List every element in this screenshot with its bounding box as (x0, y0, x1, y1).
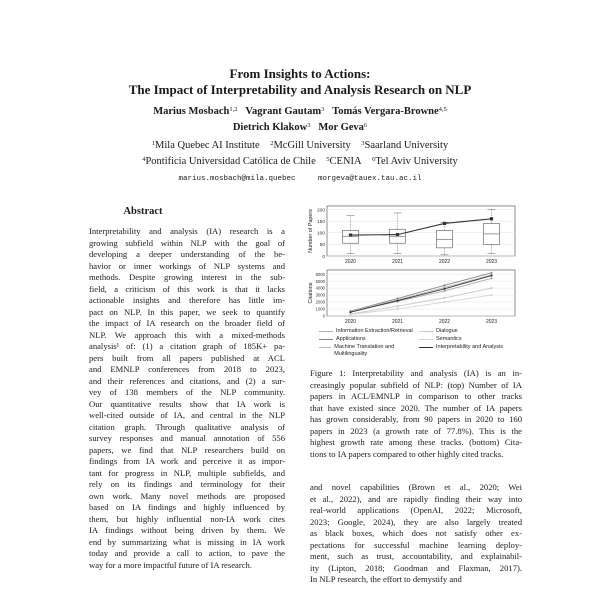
x-tick-label: 2023 (485, 319, 498, 325)
caption-line: that have existed since 2020. The number of IA papers (310, 402, 522, 413)
abstract-line: havior or inner workings of NLP systems and (89, 260, 285, 271)
abstract-line: and EMNLP conferences from 2018 to 2023, (89, 364, 285, 374)
chart-citations (305, 266, 520, 328)
series-line (351, 295, 492, 314)
paper-title-line-2: The Impact of Interpretability and Analysis Research on NLP (128, 82, 472, 97)
legend-label: Interpretability and Analysis (436, 344, 503, 350)
author-line-1 (0, 104, 600, 119)
caption-line: tions to IA papers compared to other highly cited tracks. (310, 448, 504, 459)
series-point (349, 233, 352, 236)
author-affil-sup: 4,5 (438, 106, 447, 113)
y-axis-label: Number of Papers (308, 209, 314, 253)
paper-title-line-1: From Insights to Actions: (229, 66, 371, 81)
author-affil-sup: 3 (321, 106, 325, 113)
affiliation-line-2 (0, 154, 600, 169)
email[interactable]: marius.mosbach@mila.quebec (178, 175, 296, 183)
y-tick-label: 5000 (315, 278, 325, 284)
abstract-line: end by summarizing what is missing in IA work (89, 536, 285, 547)
y-tick-label: 100 (316, 231, 325, 237)
affiliation-line-1 (0, 138, 600, 153)
series-point (396, 233, 399, 236)
body-text-right (310, 482, 522, 586)
abstract-line: vey of 138 members of the NLP community. (89, 387, 285, 397)
series-point (490, 217, 493, 220)
author-name: Mor Geva (318, 122, 364, 133)
abstract-line: methods. Despite growing interest in the sub- (89, 272, 285, 282)
x-tick-label: 2023 (485, 259, 498, 265)
affil-sup: 4 (142, 156, 146, 163)
legend-label: Semantics (436, 336, 462, 342)
figure-1 (305, 200, 520, 360)
y-tick-label: 2000 (315, 299, 325, 305)
legend-item (319, 336, 417, 343)
y-tick-label: 150 (316, 219, 325, 225)
body-line: ity (Lipton, 2018; Goodman and Flaxman, 2017). (310, 562, 522, 573)
legend-item (419, 344, 517, 351)
abstract-line: tant for progress in NLP, multiple subfields, and (89, 467, 285, 478)
y-tick-label: 50 (319, 243, 325, 249)
abstract-line: and their references and citations, and (2) a sur- (89, 375, 285, 386)
affiliation: McGill University (273, 140, 351, 151)
caption-line: papers in 2023 (a growth rate of 77.8%). This is the (310, 425, 522, 436)
author-line-2 (0, 120, 600, 135)
legend-label: Dialogue (436, 328, 458, 334)
abstract-line: citation graph. Through qualitative analysis of (89, 421, 285, 432)
y-tick-label: 0 (322, 313, 325, 319)
box (437, 230, 453, 247)
series-point (443, 222, 446, 225)
series-point (490, 287, 492, 289)
body-line: and novel capabilities (Brown et al., 2020; Wei (310, 482, 522, 492)
box (343, 230, 359, 243)
y-tick-label: 200 (316, 208, 325, 214)
body-line: pectations for successful machine learning deploy- (310, 539, 522, 550)
legend-swatch (419, 331, 433, 332)
body-line: real-world applications (OpenAI, 2022; Microsoft, (310, 505, 522, 515)
legend-swatch (319, 339, 333, 340)
body-line: as black boxes, which does not satisfy other ex- (310, 528, 522, 538)
series-point (443, 288, 445, 290)
affiliation: Pontificia Universidad Católica de Chile (145, 156, 316, 167)
legend-swatch (319, 347, 331, 348)
abstract-line: pact on NLP. In this paper, we seek to quantify (89, 306, 285, 317)
affiliation: CENIA (329, 156, 362, 167)
abstract-heading: Abstract (123, 206, 163, 217)
legend-item (319, 344, 417, 358)
affiliation: Saarland University (364, 140, 449, 151)
abstract-line: analysis¹ of: (1) a citation graph of 185K+ pa- (89, 341, 285, 351)
abstract-line: IA findings without being driven by them. We (89, 525, 285, 535)
chart-legend (319, 328, 519, 358)
legend-label: Machine Translation and Multilinguality (334, 344, 395, 357)
series-point (443, 297, 445, 299)
x-tick-label: 2021 (391, 259, 404, 265)
caption-line: highest growth rate among these tracks. (bottom) Cita- (310, 437, 522, 447)
series-point (490, 272, 492, 274)
body-line: 2023; Google, 2024), they are also largely treated (310, 516, 522, 527)
abstract-line: them, but highly influential non-IA work cites (89, 513, 285, 524)
body-line: ment, such as trust, accountability, and explainabil- (310, 551, 522, 561)
author-name: Marius Mosbach (153, 106, 230, 117)
y-tick-label: 4000 (315, 285, 325, 291)
abstract-line: way for a more impactful future of IA research. (89, 559, 252, 570)
series-point (490, 277, 492, 279)
abstract-line: Our quantitative results show that IA work is (89, 398, 285, 409)
y-tick-label: 0 (322, 254, 325, 260)
abstract-body (89, 226, 285, 571)
series-point (396, 300, 398, 302)
series-point (349, 311, 351, 313)
affil-sup: 1 (151, 140, 156, 147)
figure-caption (310, 368, 522, 460)
series-point (443, 301, 445, 303)
caption-line: Figure 1: Interpretability and analysis (IA) is an in- (310, 368, 522, 378)
body-line: In NLP research, the effort to demystify and (310, 574, 462, 584)
x-tick-label: 2022 (438, 259, 451, 265)
author-affil-sup: 6 (363, 122, 368, 129)
chart-papers-per-year (305, 200, 520, 268)
x-tick-label: 2020 (344, 259, 357, 265)
abstract-line: pers built from all papers published at ACL (89, 352, 285, 363)
affil-sup: 6 (372, 156, 376, 163)
legend-label: Information Extraction/Retrieval (336, 328, 413, 334)
caption-line: has grown considerably, from 90 papers in 2020 to 160 (310, 414, 522, 424)
abstract-line: papers, we find that NLP researchers build on (89, 444, 285, 455)
abstract-line: survey responses and manual annotation of 556 (89, 433, 285, 443)
legend-item (319, 328, 417, 335)
email-line (0, 174, 600, 184)
affiliation: Mila Quebec AI Institute (155, 140, 260, 151)
author-affil-sup: 3 (307, 122, 311, 129)
y-tick-label: 6000 (315, 271, 325, 277)
author-affil-sup: 1,2 (229, 106, 238, 113)
affil-sup: 2 (270, 140, 274, 147)
y-tick-label: 3000 (315, 292, 325, 298)
x-tick-label: 2022 (438, 319, 451, 325)
series-point (396, 308, 398, 310)
abstract-line: NLP. We approach this with a mixed-methods (89, 329, 285, 340)
caption-line: creasingly popular subfield of NLP: (top) Number of IA (310, 379, 522, 390)
legend-item (419, 328, 517, 335)
series-point (443, 290, 445, 292)
abstract-line: developing a deeper understanding of the be- (89, 249, 285, 259)
series-point (490, 274, 492, 276)
x-tick-label: 2020 (344, 319, 357, 325)
abstract-line: rely on its findings and terminology for their (89, 479, 285, 489)
author-name: Dietrich Klakow (232, 122, 308, 133)
legend-swatch (419, 347, 433, 348)
email[interactable]: morgeva@tauex.tau.ac.il (318, 175, 422, 183)
caption-line: papers in ACL/EMNLP in comparison to other tracks (310, 391, 522, 401)
abstract-line: based on IA findings and highly influenced by (89, 502, 285, 512)
abstract-line: field, a criticism of this work is that it lacks (89, 283, 285, 294)
legend-item (419, 336, 517, 343)
series-point (396, 305, 398, 307)
series-point (490, 294, 492, 296)
affil-sup: 3 (361, 140, 365, 147)
series-point (349, 313, 351, 315)
abstract-line: growing subfield within NLP with the goal of (89, 237, 285, 248)
body-line: et al., 2022), and are rapidly finding their way into (310, 493, 522, 504)
abstract-line: well-cited outside of IA, and central in the NLP (89, 410, 285, 420)
abstract-line: own work. Many novel methods are proposed (89, 490, 285, 501)
affiliation: Tel Aviv University (375, 156, 458, 167)
legend-swatch (419, 339, 433, 340)
abstract-line: today and provide a call to action, to pave the (89, 548, 285, 558)
abstract-line: actionable insights and therefore has little im- (89, 295, 285, 305)
author-name: Tomás Vergara-Browne (332, 106, 439, 117)
y-tick-label: 1000 (315, 306, 325, 312)
author-name: Vagrant Gautam (245, 106, 322, 117)
series-point (443, 284, 445, 286)
abstract-line: findings from IA work and perceive it as impor- (89, 456, 285, 466)
x-tick-label: 2021 (391, 319, 404, 325)
abstract-line: the impact of IA research on the broader field of (89, 318, 285, 328)
affil-sup: 5 (326, 156, 330, 163)
abstract-line: Interpretability and analysis (IA) research is a (89, 226, 285, 236)
legend-label: Applications (336, 336, 366, 342)
y-axis-label: Citations (308, 282, 314, 304)
legend-swatch (319, 331, 333, 332)
